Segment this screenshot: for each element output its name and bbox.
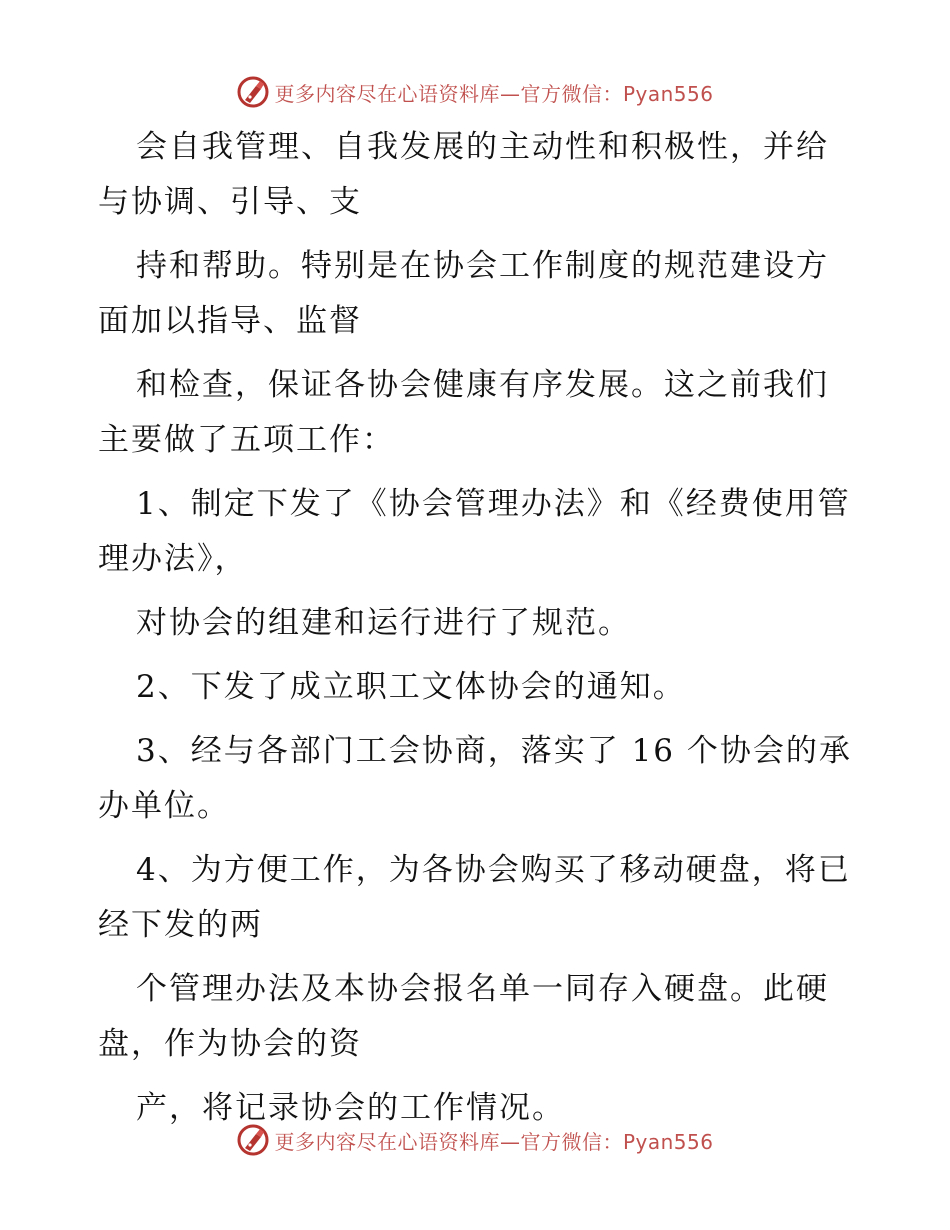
- footer-banner: [0, 1118, 950, 1162]
- paragraph: 2、下发了成立职工文体协会的通知。: [136, 669, 686, 705]
- pen-nib-logo-icon: [236, 75, 270, 109]
- paragraph: 持和帮助。特别是在协会工作制度的规范建设方面加以指导、监督: [98, 248, 829, 339]
- pen-nib-logo-icon: [236, 1123, 270, 1157]
- footer-banner-text: 更多内容尽在心语资料库—官方微信：Pyan556: [274, 1129, 714, 1154]
- paragraph: 产，将记录协会的工作情况。: [136, 1090, 565, 1126]
- paragraph: 3、经与各部门工会协商，落实了 16 个协会的承办单位。: [98, 733, 852, 824]
- header-banner-text: 更多内容尽在心语资料库—官方微信：Pyan556: [274, 81, 714, 106]
- paragraph: 对协会的组建和运行进行了规范。: [136, 605, 631, 641]
- document-body: [98, 120, 858, 1145]
- paragraph: 4、为方便工作，为各协会购买了移动硬盘，将已经下发的两: [98, 852, 851, 943]
- paragraph: 个管理办法及本协会报名单一同存入硬盘。此硬盘，作为协会的资: [98, 971, 829, 1062]
- paragraph: 1、制定下发了《协会管理办法》和《经费使用管理办法》，: [98, 486, 851, 577]
- paragraph: 会自我管理、自我发展的主动性和积极性，并给与协调、引导、支: [98, 129, 829, 220]
- paragraph: 和检查，保证各协会健康有序发展。这之前我们主要做了五项工作：: [98, 367, 829, 458]
- header-banner: [0, 70, 950, 114]
